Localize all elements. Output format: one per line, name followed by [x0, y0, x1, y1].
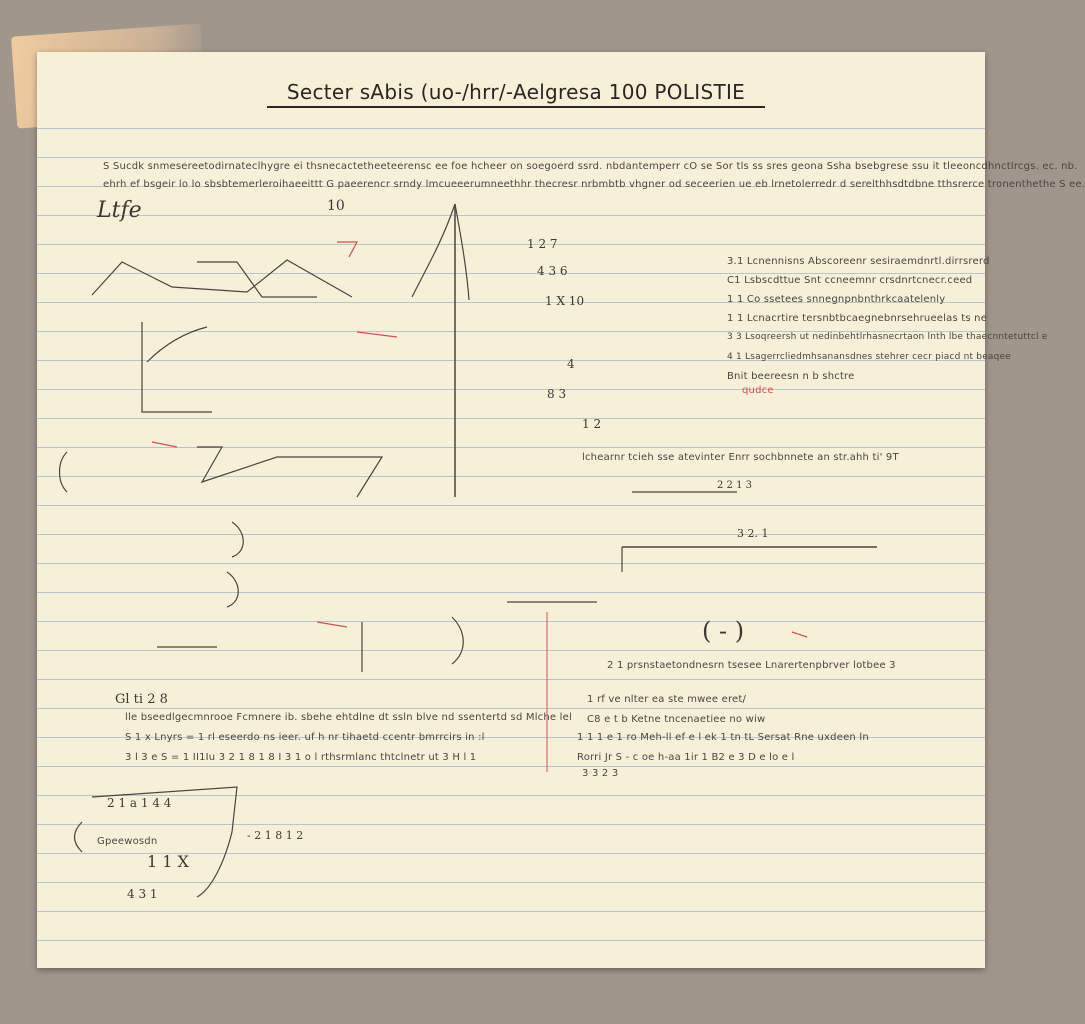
right-list-item: Bnit beereesn n b shctre	[727, 371, 855, 382]
bottom-fraction-numerator: 2 1 a 1 4 4	[107, 796, 172, 810]
value-b1: 4	[567, 357, 575, 371]
mid-right-sub: 2 2 1 3	[717, 480, 752, 491]
sketch-red-mark	[152, 442, 177, 447]
bracket-group: ( - )	[702, 617, 745, 645]
sketch-red-mark	[357, 332, 397, 337]
right-list-item: 3.1 Lcnennisns Abscoreenr sesiraemdnrtl.dirrsrerd	[727, 256, 990, 267]
lower-left-line: S 1 x Lnyrs = 1 rl eseerdo ns ieer. uf h nr tihaetd ccentr bmrrcirs in :l	[125, 732, 485, 743]
lower-right-line: C8 e t b Ketne tncenaetiee no wiw	[587, 714, 766, 725]
lower-right-line: 1 rf ve nlter ea ste mwee eret/	[587, 694, 747, 705]
bottom-right-note: 2 1 prsnstaetondnesrn tsesee Lnarertenpbrver lotbee 3	[607, 660, 896, 671]
mid-note: 3 2. 1	[737, 527, 769, 540]
sketch-curve-right	[455, 204, 469, 300]
fraction-bottom: 1 X 10	[545, 294, 585, 308]
lower-right-line: 3 3 2 3	[582, 768, 619, 779]
lower-left-line: 3 l 3 e S = 1 II1Iu 3 2 1 8 1 8 I 3 1 o l rthsrmlanc thtclnetr ut 3 H l 1	[125, 752, 477, 763]
notebook-page	[37, 52, 1085, 968]
right-list-item: 3 3 Lsoqreersh ut nedinbehtlrhasnecrtaon lnth lbe thaecnntetuttcl e	[727, 332, 1048, 342]
value-b3: 1 2	[582, 417, 602, 431]
bottom-fraction-row: 4 3 1	[127, 887, 158, 901]
sketch-bracket-bottom	[92, 787, 237, 897]
right-list-item: 4 1 Lsagerrcliedmhsanansdnes stehrer cecr piacd nt beaqee	[727, 352, 1012, 362]
sketch-curve	[147, 327, 207, 362]
sketch-arrow-shape	[197, 447, 382, 497]
number-ten: 10	[327, 198, 345, 214]
lower-left-line: lle bseedlgecmnrooe Fcmnere ib. sbehe ehtdlne dt ssln blve nd ssentertd sd Mlche lel	[125, 712, 572, 723]
intro-line-2: ehrh ef bsgeir lo lo sbsbtemerleroihaeeittt G paeerencr srndy lmcueeerumneethhr thecresr nrbmbtb vhgner od seceerien ue eb lrnetolerredr d serelthhsdtdbne tthsrerce tronenthethe S ee.	[103, 179, 1085, 190]
sketch-paren	[232, 522, 243, 557]
sketch-paren	[452, 617, 463, 664]
value-b2: 8 3	[547, 387, 567, 401]
sketch-axes	[142, 322, 212, 412]
fraction-middle: 4 3 6	[537, 264, 568, 278]
lower-right-line: Rorri Jr S - c oe h-aa 1ir 1 B2 e 3 D e lo e l	[577, 752, 795, 763]
sketch-paren	[75, 822, 83, 852]
right-list-item: 1 1 Lcnacrtire tersnbtbcaegnebnrsehrueelas ts ne	[727, 313, 988, 324]
lower-right-line: 1 1 1 e 1 ro Meh-ll ef e l ek 1 tn tL Sersat Rne uxdeen ln	[577, 732, 869, 743]
lower-heading: Gl ti 2 8	[115, 692, 168, 707]
intro-line-1: S Sucdk snmesereetodirnateclhygre ei thsnecactetheeteerensc ee foe hcheer on soegoerd ssrd. nbdantemperr cO se Sor tls ss sres geona Ssha bsebgrese ssu it tleeoncdhnctlrcgs. ec. nb.	[103, 161, 1078, 172]
sketch-curve-left	[412, 204, 455, 297]
right-list-item: C1 Lsbscdttue Snt ccneemnr crsdnrtcnecr.ceed	[727, 275, 973, 286]
fraction-top: 1 2 7	[527, 237, 558, 251]
margin-note: Ltfe	[97, 198, 142, 223]
sketch-paren	[227, 572, 238, 607]
bottom-fraction-denominator: 1 1 X	[147, 852, 189, 871]
bottom-fraction-side: - 2 1 8 1 2	[247, 829, 304, 842]
sketch-red-mark	[317, 622, 347, 627]
sketch-red-mark	[337, 242, 357, 257]
sketch-red-mark	[792, 632, 807, 637]
sketch-paren	[60, 452, 68, 492]
bottom-fraction-label: Gpeewosdn	[97, 836, 158, 847]
sketch-triangle	[92, 260, 352, 297]
right-list-note: qudce	[742, 385, 774, 396]
page-title: Secter sAbis (uo-/hrr/-Aelgresa 100 POLISTIE	[267, 80, 765, 108]
mid-right-line: lchearnr tcieh sse atevinter Enrr sochbnnete an str.ahh ti' 9T	[582, 452, 899, 463]
hand-drawn-sketches	[37, 52, 988, 968]
right-list-item: 1 1 Co ssetees snnegnpnbnthrkcaatelenly	[727, 294, 946, 305]
